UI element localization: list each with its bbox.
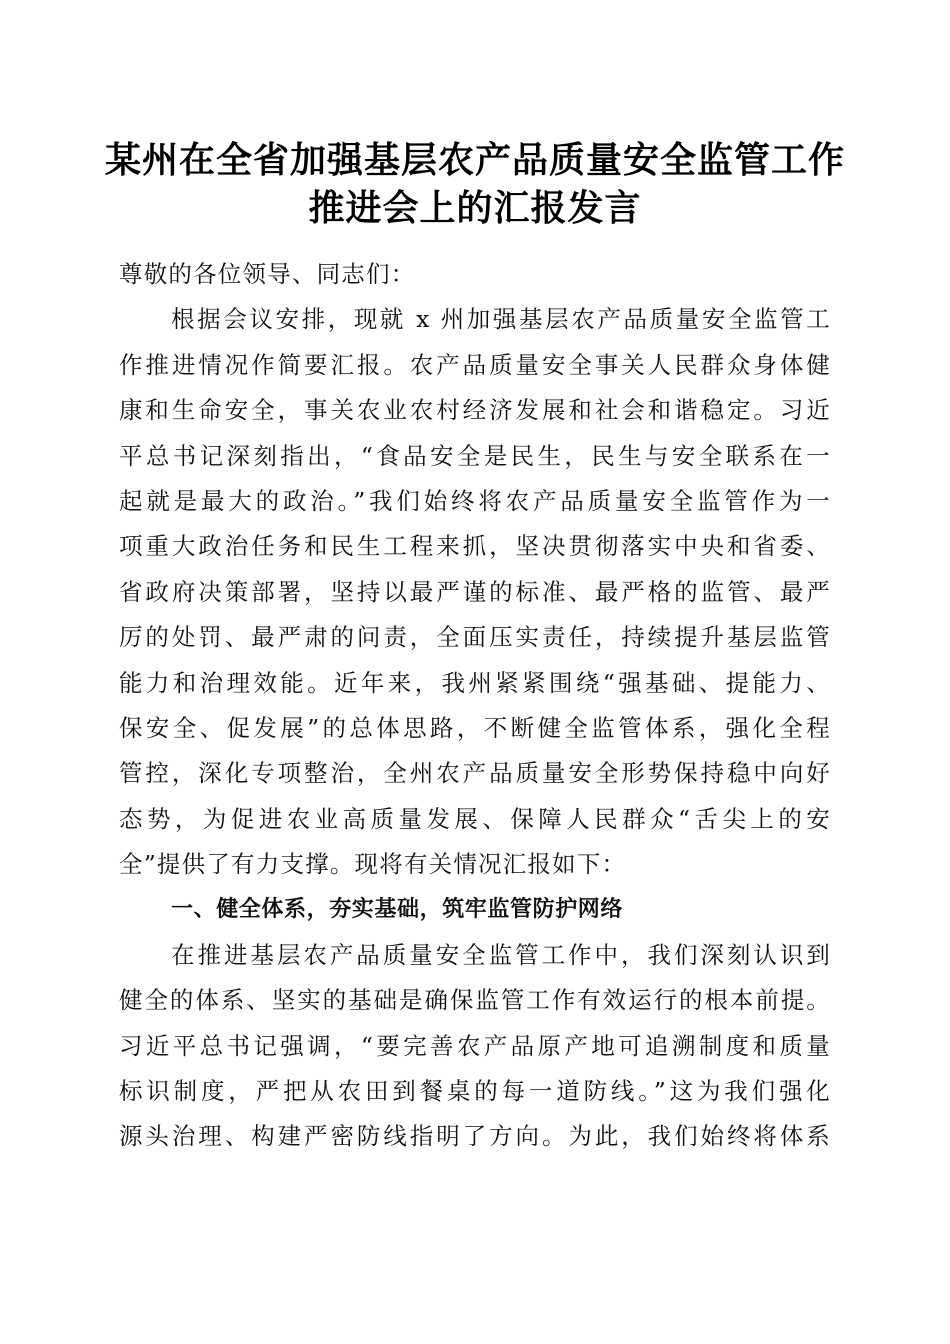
section-paragraph-line: 习近平总书记强调，“要完善农产品原产地可追溯制度和质量 [119, 1031, 831, 1060]
intro-paragraph-line: 保安全、促发展”的总体思路，不断健全监管体系，强化全程 [119, 713, 831, 742]
section-paragraph-line: 在推进基层农产品质量安全监管工作中，我们深刻认识到 [171, 940, 831, 969]
intro-paragraph-line: 能力和治理效能。近年来，我州紧紧围绕“强基础、提能力、 [119, 668, 831, 697]
salutation: 尊敬的各位领导、同志们： [119, 260, 416, 288]
section-paragraph-line: 健全的体系、坚实的基础是确保监管工作有效运行的根本前提。 [119, 986, 831, 1015]
intro-paragraph-line: 全”提供了有力支撑。现将有关情况汇报如下： [119, 850, 627, 879]
intro-paragraph-line: 康和生命安全，事关农业农村经济发展和社会和谐稳定。习近 [119, 396, 831, 425]
intro-paragraph-line: 厉的处罚、最严肃的问责，全面压实责任，持续提升基层监管 [119, 623, 831, 652]
intro-paragraph-line: 管控，深化专项整治，全州农产品质量安全形势保持稳中向好 [119, 759, 831, 788]
section-heading: 一、健全体系，夯实基础，筑牢监管防护网络 [171, 897, 624, 923]
document-body [119, 252, 831, 1160]
intro-paragraph-line: 根据会议安排，现就 x 州加强基层农产品质量安全监管工 [171, 305, 831, 334]
intro-paragraph-line: 平总书记深刻指出，“食品安全是民生，民生与安全联系在一 [119, 441, 831, 470]
section-paragraph-line: 标识制度，严把从农田到餐桌的每一道防线。”这为我们强化 [119, 1077, 831, 1106]
document-title-line-2: 推进会上的汇报发言 [308, 187, 642, 229]
intro-paragraph-line: 项重大政治任务和民生工程来抓，坚决贯彻落实中央和省委、 [119, 532, 831, 561]
intro-paragraph-line: 作推进情况作简要汇报。农产品质量安全事关人民群众身体健 [119, 350, 831, 379]
intro-paragraph-line: 态势，为促进农业高质量发展、保障人民群众“舌尖上的安 [119, 804, 831, 833]
intro-paragraph-line: 省政府决策部署，坚持以最严谨的标准、最严格的监管、最严 [119, 577, 831, 606]
intro-paragraph-line: 起就是最大的政治。”我们始终将农产品质量安全监管作为一 [119, 486, 831, 515]
document-title-line-1: 某州在全省加强基层农产品质量安全监管工作 [104, 139, 845, 181]
section-paragraph-line: 源头治理、构建严密防线指明了方向。为此，我们始终将体系 [119, 1122, 831, 1151]
